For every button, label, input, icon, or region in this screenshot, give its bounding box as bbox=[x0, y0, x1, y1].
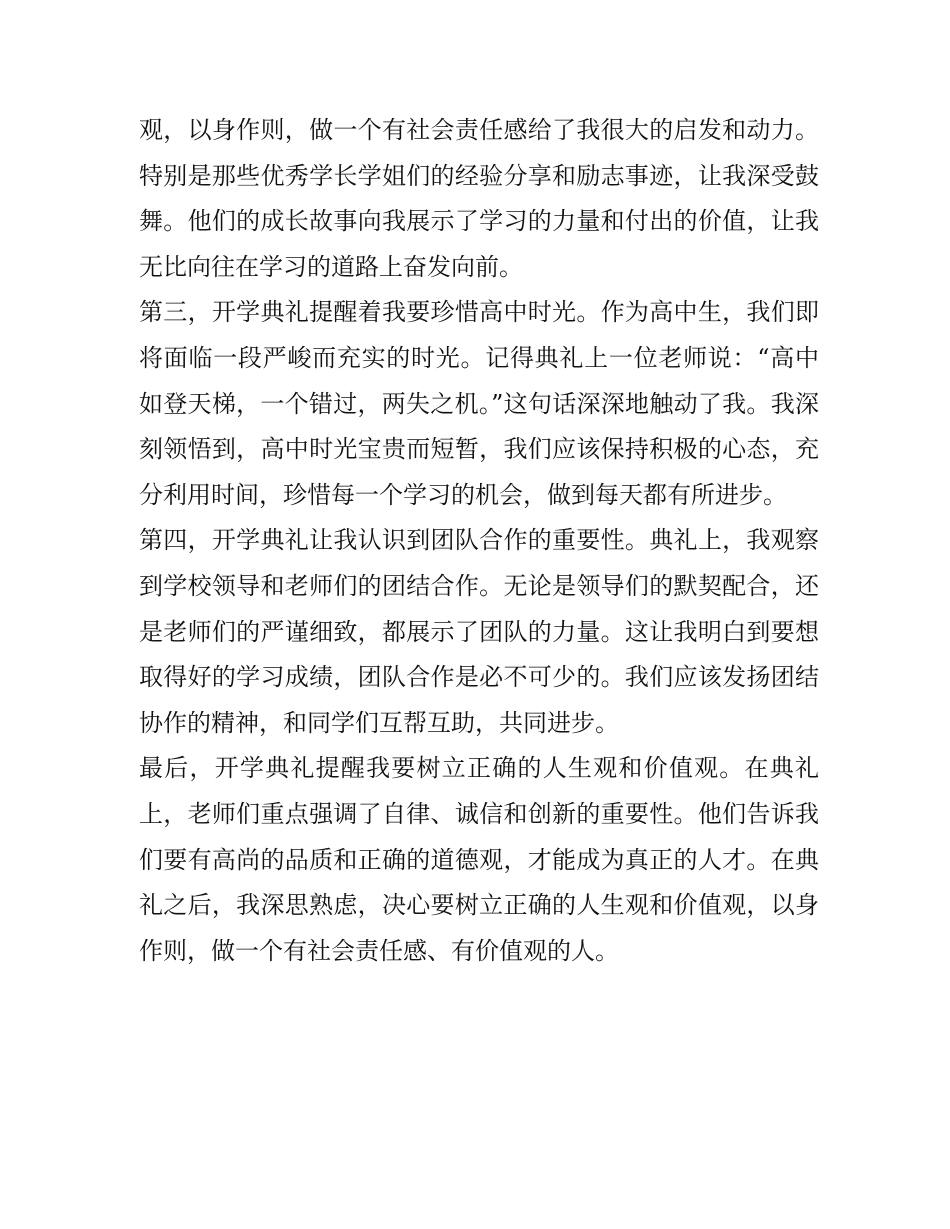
paragraph-3: 第四，开学典礼让我认识到团队合作的重要性。典礼上，我观察到学校领导和老师们的团结合作。无论是领导们的默契配合，还是老师们的严谨细致，都展示了团队的力量。这让我明白到要想取得好的学习成绩，团队合作是必不可少的。我们应该发扬团结协作的精神，和同学们互帮互助，共同进步。 bbox=[139, 526, 819, 737]
document-body bbox=[139, 108, 819, 974]
paragraph-1: 观，以身作则，做一个有社会责任感给了我很大的启发和动力。特别是那些优秀学长学姐们的经验分享和励志事迹，让我深受鼓舞。他们的成长故事向我展示了学习的力量和付出的价值，让我无比向往在学习的道路上奋发向前。 bbox=[139, 116, 819, 281]
paragraph-4: 最后，开学典礼提醒我要树立正确的人生观和价值观。在典礼上，老师们重点强调了自律、诚信和创新的重要性。他们告诉我们要有高尚的品质和正确的道德观，才能成为真正的人才。在典礼之后，我深思熟虑，决心要树立正确的人生观和价值观，以身作则，做一个有社会责任感、有价值观的人。 bbox=[139, 754, 819, 965]
paragraph-2: 第三，开学典礼提醒着我要珍惜高中时光。作为高中生，我们即将面临一段严峻而充实的时光。记得典礼上一位老师说：“高中如登天梯，一个错过，两失之机。”这句话深深地触动了我。我深刻领悟到，高中时光宝贵而短暂，我们应该保持积极的心态，充分利用时间，珍惜每一个学习的机会，做到每天都有所进步。 bbox=[139, 298, 819, 509]
